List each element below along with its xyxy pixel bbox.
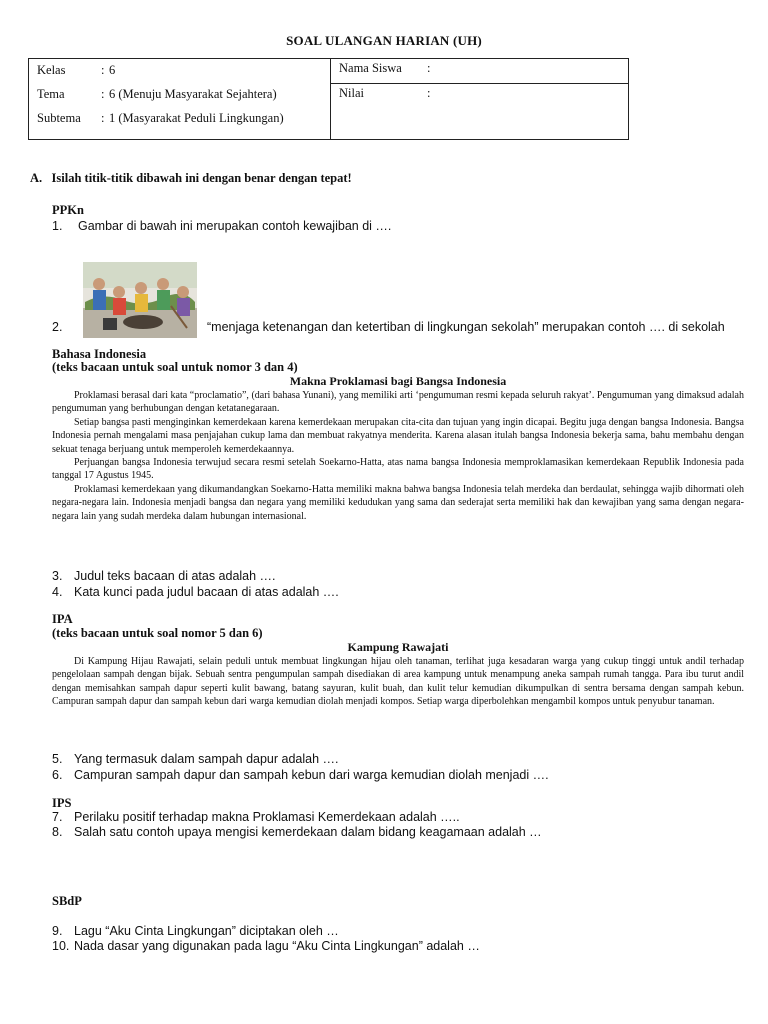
student-cell	[331, 59, 629, 140]
bahasa-note: (teks bacaan untuk soal untuk nomor 3 dan 4)	[52, 360, 298, 374]
q8-number: 8.	[52, 825, 63, 839]
q7-number: 7.	[52, 810, 63, 824]
bahasa-heading: Bahasa Indonesia	[52, 347, 147, 361]
q3-number: 3.	[52, 569, 63, 583]
q5-number: 5.	[52, 752, 63, 766]
q6-number: 6.	[52, 768, 63, 782]
ips-heading: IPS	[52, 796, 72, 810]
nilai-colon: :	[427, 86, 431, 100]
community-cleanup-illustration	[83, 262, 197, 338]
subtema-row	[29, 107, 330, 131]
question-9	[52, 924, 339, 938]
q4-number: 4.	[52, 585, 63, 599]
ppkn-heading: PPKn	[52, 203, 84, 217]
q7-text: Perilaku positif terhadap makna Proklamasi Kemerdekaan adalah …..	[74, 810, 460, 824]
q4-text: Kata kunci pada judul bacaan di atas adalah ….	[74, 585, 339, 599]
ipa-note: (teks bacaan untuk soal nomor 5 dan 6)	[52, 626, 263, 640]
kelas-value: 6	[109, 63, 116, 77]
question-3	[52, 569, 276, 583]
q10-text: Nada dasar yang digunakan pada lagu “Aku Cinta Lingkungan” adalah …	[74, 939, 480, 953]
nama-row[interactable]	[331, 59, 628, 84]
bahasa-paragraph-2: Setiap bangsa pasti menginginkan kemerdekaan karena kemerdekaan merupakan cita-cita dan tujuan yang ingin dicapai. Begitu juga dengan bangsa Indonesia. Bangsa Indonesia pernah mengalami masa penjajahan cukup lama dan membuat rakyatnya menderita. Karena alasan itulah bangsa Indonesia bekerja sama, bahu membahu dengan sekuat tenaga berjuang untuk memperoleh kemerdekaannya.	[52, 416, 744, 455]
question-6	[52, 768, 549, 782]
question-8	[52, 825, 542, 839]
ipa-passage-title: Kampung Rawajati	[347, 640, 449, 654]
bahasa-paragraph-3: Perjuangan bangsa Indonesia terwujud secara resmi setelah Soekarno-Hatta, atas nama bangsa Indonesia memproklamasikan kemerdekaan Republik Indonesia pada tanggal 17 Agustus 1945.	[52, 457, 744, 482]
q1-number: 1.	[52, 219, 63, 233]
kelas-row	[29, 59, 330, 83]
nama-siswa-label: Nama Siswa	[339, 61, 402, 75]
tema-label: Tema	[37, 87, 65, 101]
kelas-colon: :	[101, 63, 105, 77]
question-7	[52, 810, 460, 824]
q5-text: Yang termasuk dalam sampah dapur adalah ….	[74, 752, 339, 766]
page-title: SOAL ULANGAN HARIAN (UH)	[286, 33, 482, 48]
q1-text: Gambar di bawah ini merupakan contoh kewajiban di ….	[78, 219, 392, 233]
nilai-row[interactable]	[331, 84, 628, 108]
q10-number: 10.	[52, 939, 70, 953]
question-1	[52, 219, 391, 233]
ipa-passage	[52, 655, 744, 709]
q2-number: 2.	[52, 320, 63, 334]
subtema-colon: :	[101, 111, 105, 125]
student-info-table	[28, 58, 629, 140]
question-4	[52, 585, 339, 599]
tema-colon: :	[101, 87, 105, 101]
ipa-heading: IPA	[52, 612, 73, 626]
q8-text: Salah satu contoh upaya mengisi kemerdekaan dalam bidang keagamaan adalah …	[74, 825, 542, 839]
subtema-label: Subtema	[37, 111, 81, 125]
kelas-label: Kelas	[37, 63, 66, 77]
bahasa-paragraph-4: Proklamasi kemerdekaan yang dikumandangkan Soekarno-Hatta memiliki makna bahwa bangsa Indonesia telah merdeka dan berdaulat, sehingga wajib dihormati oleh negara-negara lain. Indonesia menjadi bangsa dan negara yang memiliki kedudukan yang sama dan sederajat serta memiliki hak dan kewajiban yang sama dengan negara-negara lain yang sudah merdeka dalam hubungan internasional.	[52, 483, 744, 522]
subtema-value: 1 (Masyarakat Peduli Lingkungan)	[109, 111, 284, 125]
q9-number: 9.	[52, 924, 63, 938]
section-a-instruction: A. Isilah titik-titik dibawah ini dengan benar dengan tepat!	[30, 171, 352, 185]
q2-text: “menjaga ketenangan dan ketertiban di lingkungan sekolah” merupakan contoh …. di sekolah	[207, 320, 725, 334]
question-10	[52, 939, 480, 953]
question-2	[52, 320, 74, 334]
ipa-paragraph-1: Di Kampung Hijau Rawajati, selain peduli untuk membuat lingkungan hijau oleh tanaman, terlihat juga kesadaran warga yang cukup tinggi untuk andil terhadap pengelolaan sampah dengan bijak. Sebuah sentra pengumpulan sampah disediakan di area kampung untuk menampung aneka sampah rumah tangga. Para ibu turut andil dengan memisahkan sampah dapur seperti kulit bawang, batang sayuran, kulit buah, dan kulit telur kemudian dikumpulkan di sentra bersama dengan sampah kebun. Campuran sampah dapur dan sampah kebun dari warga kemudian diolah menjadi kompos. Setiap warga diperbolehkan mengambil kompos untuk penyubur tanaman.	[52, 656, 744, 708]
nilai-label: Nilai	[339, 86, 364, 100]
bahasa-passage-title: Makna Proklamasi bagi Bangsa Indonesia	[289, 374, 507, 388]
tema-row	[29, 83, 330, 107]
question-5	[52, 752, 339, 766]
q6-text: Campuran sampah dapur dan sampah kebun dari warga kemudian diolah menjadi ….	[74, 768, 549, 782]
q3-text: Judul teks bacaan di atas adalah ….	[74, 569, 276, 583]
q9-text: Lagu “Aku Cinta Lingkungan” diciptakan oleh …	[74, 924, 339, 938]
class-info-cell	[29, 59, 331, 140]
bahasa-passage	[52, 389, 744, 523]
nama-colon: :	[427, 61, 431, 75]
tema-value: 6 (Menuju Masyarakat Sejahtera)	[109, 87, 277, 101]
sbdp-heading: SBdP	[52, 894, 82, 908]
bahasa-paragraph-1: Proklamasi berasal dari kata “proclamatio”, (dari bahasa Yunani), yang memiliki arti ‘pengumuman resmi kepada seluruh rakyat’. Pengumuman yang dimaksud adalah pengumuman yang berhubungan dengan ketatanegaraan.	[52, 390, 744, 415]
